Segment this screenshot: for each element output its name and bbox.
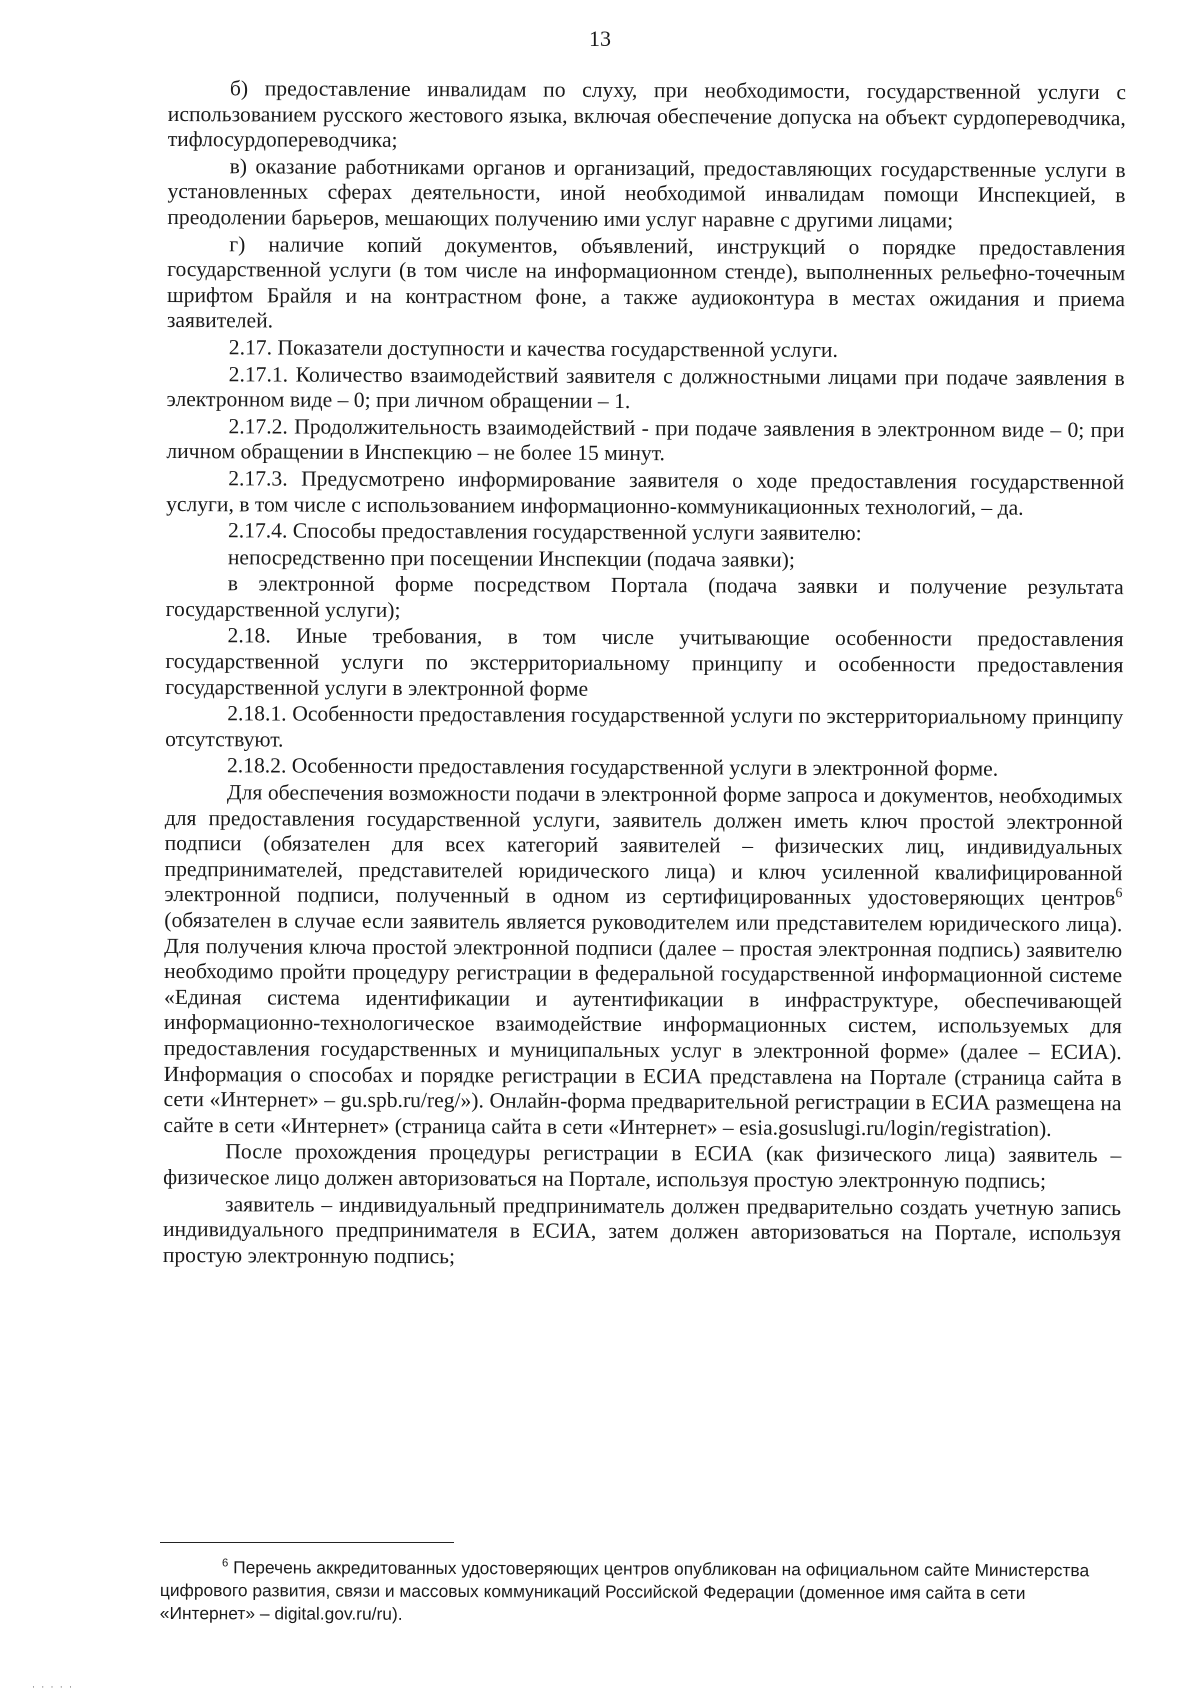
- body-text: [163, 76, 1126, 1273]
- method-in-person: непосредственно при посещении Инспекции (подача заявки);: [227, 544, 795, 572]
- paragraph-g: г) наличие копий документов, объявлений, инструкций о порядке предоставления государственной услуги (в том числе на информационном стенде), выполненных рельефно-точечным шрифтом Брайля и на контрастном фоне, а также аудиоконтура в местах ожидания и приема заявителей.: [166, 231, 1126, 333]
- footnote: [160, 1556, 1120, 1628]
- section-2-18: 2.18. Иные требования, в том числе учитывающие особенности предоставления государственной услуги по экстерриториальному принципу и особенности предоставления государственной услуги в электронной форме: [165, 623, 1124, 701]
- scan-artifact-mark: · · · · ·: [32, 1682, 74, 1692]
- esia-paragraph: [163, 780, 1123, 1142]
- section-2-17-4: 2.17.4. Способы предоставления государственной услуги заявителю:: [227, 518, 862, 546]
- esia-text-part-1: Для обеспечения возможности подачи в электронной форме запроса и документов, необходимых для предоставления государственной услуги, заявитель должен иметь ключ простой электронной подписи (обязателен для всех категорий заявителей – физических лиц, индивидуальных предпринимателей, представителей юридического лица) и ключ усиленной квалифицированной электронной подписи, полученный в одном из сертифицированных удостоверяющих центров: [164, 780, 1123, 911]
- section-2-17-2: 2.17.2. Продолжительность взаимодействий - при подаче заявления в электронном виде – 0; при личном обращении в Инспекцию – не более 15 минут.: [166, 413, 1125, 466]
- footnote-number: 6: [221, 1557, 229, 1570]
- method-portal: в электронной форме посредством Портала (подача заявки и получение результата государственной услуги);: [165, 571, 1124, 622]
- section-2-18-2: 2.18.2. Особенности предоставления государственной услуги в электронной форме.: [226, 753, 999, 782]
- page-number: 13: [589, 26, 611, 51]
- section-2-18-1: 2.18.1. Особенности предоставления государственной услуги по экстерриториальному принципу отсутствуют.: [165, 701, 1124, 752]
- footnote-text: Перечень аккредитованных удостоверяющих центров опубликован на официальном сайте Министерства цифрового развития, связи и массовых коммуникаций Российской Федерации (доменное имя сайта в сети «Интернет» – digital.gov.ru/ru).: [159, 1557, 1090, 1624]
- footnote-reference: 6: [1115, 885, 1123, 902]
- section-2-17-1: 2.17.1. Количество взаимодействий заявителя с должностными лицами при подаче заявления в электронном виде – 0; при личном обращении – 1.: [166, 361, 1125, 414]
- section-2-17-3: 2.17.3. Предусмотрено информирование заявителя о ходе предоставления государственной услуги, в том числе с использованием информационно-коммуникационных технологий, – да.: [166, 466, 1125, 520]
- paragraph-b: б) предоставление инвалидам по слуху, при необходимости, государственной услуги с использованием русского жестового языка, включая обеспечение допуска на объект сурдопереводчика, тифлосурдопереводчика;: [167, 76, 1126, 153]
- esia-text-part-2: (обязателен в случае если заявитель является руководителем или представителем юридического лица). Для получения ключа простой электронной подписи (далее – простая электронная подпись) заявителю необходимо пройти процедуру регистрации в федеральной государственной информационной системе «Единая система идентификации и аутентификации в инфраструктуре, обеспечивающей информационно-технологическое взаимодействие информационных систем, используемых для предоставления государственных и муниципальных услуг в электронной форме» (далее – ЕСИА). Информация о способах и порядке регистрации в ЕСИА представлена на Портале (страница сайта в сети «Интернет» – gu.spb.ru/reg/»). Онлайн-форма предварительной регистрации в ЕСИА размещена на сайте в сети «Интернет» (страница сайта в сети «Интернет» – esia.gosuslugi.ru/login/registration).: [163, 907, 1123, 1141]
- closing-paragraph-individual: После прохождения процедуры регистрации в ЕСИА (как физического лица) заявитель – физическое лицо должен авторизоваться на Портале, используя простую электронную подпись;: [163, 1139, 1122, 1193]
- footnote-separator: [160, 1542, 454, 1543]
- closing-paragraph-entrepreneur: заявитель – индивидуальный предприниматель должен предварительно создать учетную запись индивидуального предпринимателя в ЕСИА, затем должен авторизоваться на Портале, используя простую электронную подпись;: [162, 1191, 1122, 1268]
- paragraph-v: в) оказание работниками органов и организаций, предоставляющих государственные услуги в установленных сферах деятельности, иной необходимой инвалидам помощи Инспекцией, в преодолении барьеров, мешающих получению ими услуг наравне с другими лицами;: [167, 154, 1126, 233]
- section-2-17-heading: 2.17. Показатели доступности и качества государственной услуги.: [228, 335, 838, 362]
